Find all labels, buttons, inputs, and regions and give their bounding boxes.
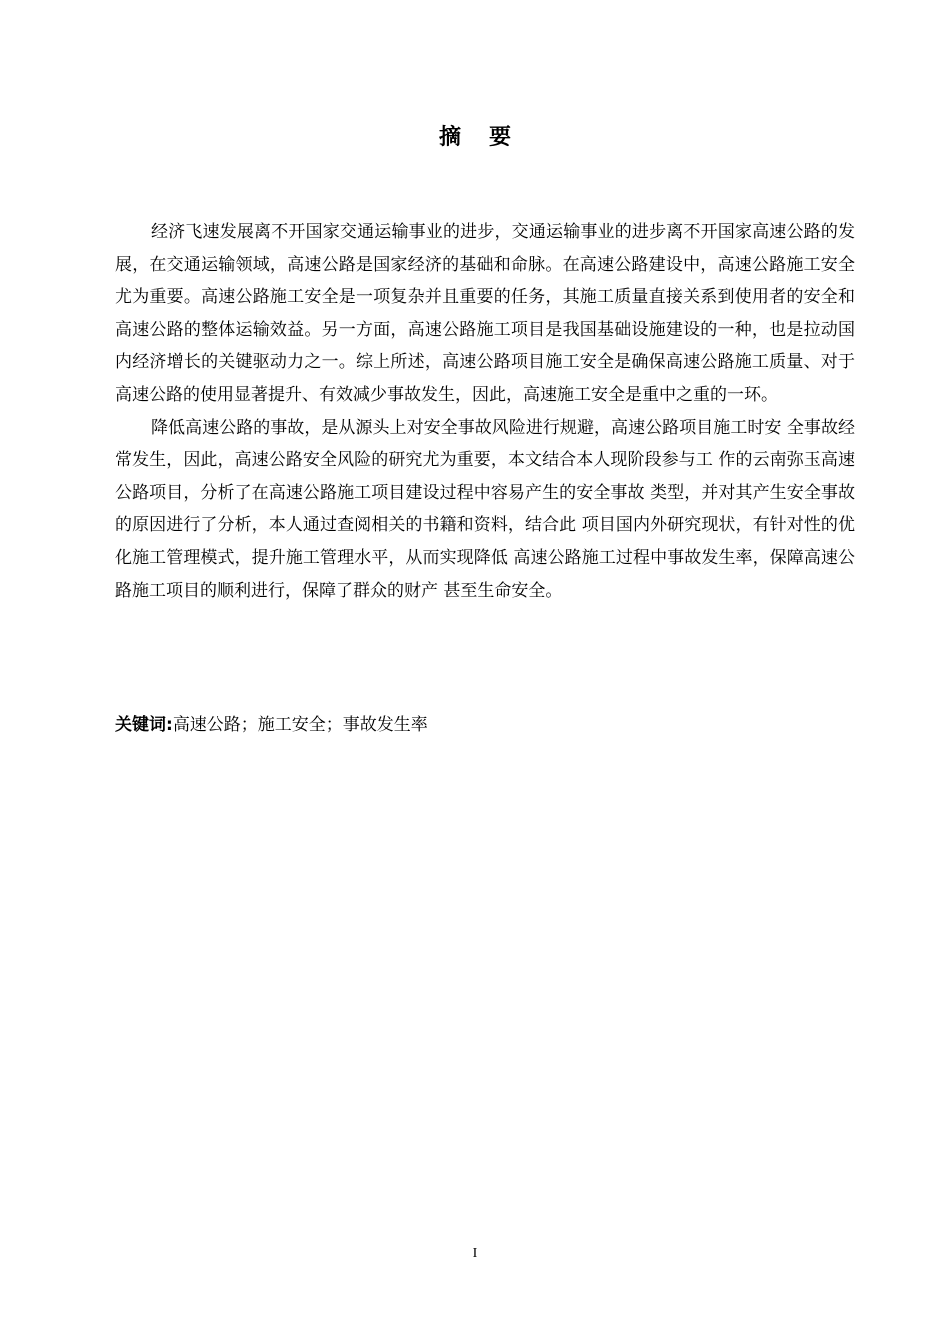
- abstract-paragraph-2: 降低高速公路的事故，是从源头上对安全事故风险进行规避，高速公路项目施工时安 全事故经常发生，因此，高速公路安全风险的研究尤为重要，本文结合本人现阶段参与工 作的云南弥玉高速公路项目，分析了在高速公路施工项目建设过程中容易产生的安全事故 类型，并对其产生安全事故的原因进行了分析，本人通过查阅相关的书籍和资料，结合此 项目国内外研究现状，有针对性的优化施工管理模式，提升施工管理水平，从而实现降低 高速公路施工过程中事故发生率，保障高速公路施工项目的顺利进行，保障了群众的财产 甚至生命安全。: [115, 417, 855, 601]
- page-number: I: [472, 1246, 478, 1261]
- keywords-text: 高速公路；施工安全；事故发生率: [172, 715, 428, 735]
- keywords-label: 关键词:: [115, 715, 173, 735]
- abstract-title: 摘要: [438, 125, 539, 150]
- abstract-paragraph-1: 经济飞速发展离不开国家交通运输事业的进步，交通运输事业的进步离不开国家高速公路的发展，在交通运输领域，高速公路是国家经济的基础和命脉。在高速公路建设中，高速公路施工安全尤为重要。高速公路施工安全是一项复杂并且重要的任务，其施工质量直接关系到使用者的安全和高速公路的整体运输效益。另一方面，高速公路施工项目是我国基础设施建设的一种，也是拉动国内经济增长的关键驱动力之一。综上所述，高速公路项目施工安全是确保高速公路施工质量、对于高速公路的使用显著提升、有效减少事故发生，因此，高速施工安全是重中之重的一环。: [115, 222, 855, 405]
- keywords-line: [115, 709, 855, 741]
- abstract-body: [115, 216, 855, 607]
